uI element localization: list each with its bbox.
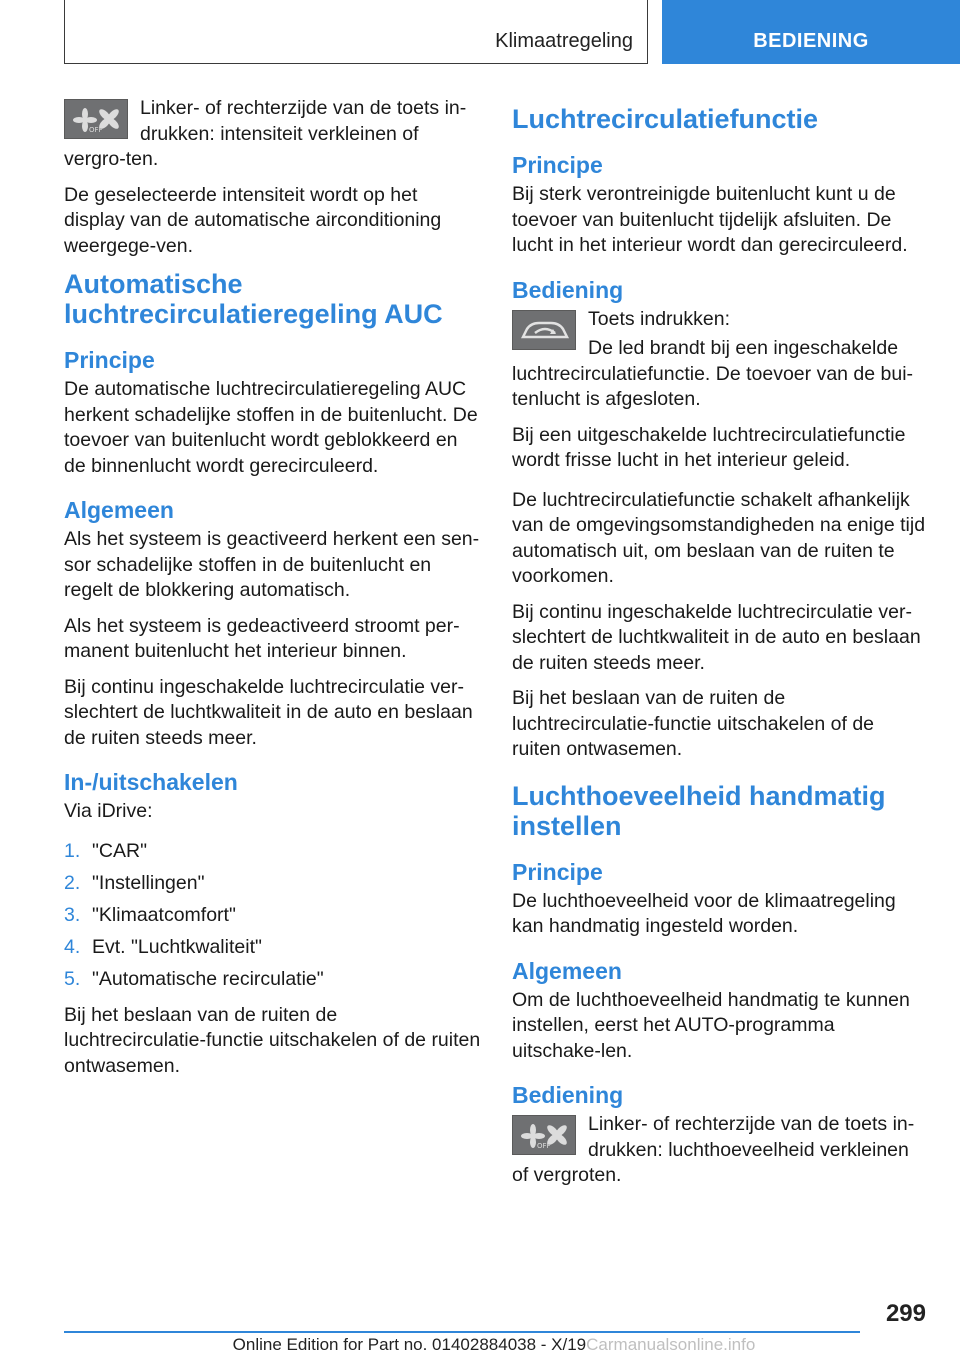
fan-intensity-instruction: OFF Linker- of rechterzijde van de toets in-drukken: intensiteit verkleinen of vergro-ten.	[64, 97, 467, 170]
auc-principe-text: De automatische luchtrecirculatieregeling AUC herkent schadelijke stoffen in de buitenlucht. De toevoer van buitenlucht wordt geblokkeerd en de binnenlucht wordt gerecirculeerd.	[64, 378, 478, 477]
page-number: 299	[885, 1300, 926, 1327]
list-item: 5. "Automatische recirculatie"	[64, 967, 324, 990]
chapter-title: BEDIENING	[753, 30, 869, 52]
auc-algemeen-heading: Algemeen	[64, 497, 174, 523]
left-column	[64, 96, 482, 1089]
list-item: 3. "Klimaatcomfort"	[64, 903, 236, 926]
recirc-principe-text: Bij sterk verontreinigde buitenlucht kunt u de toevoer van buitenlucht tijdelijk afsluiten. De lucht in het interieur wordt dan gerecirculeerd.	[512, 183, 908, 256]
recirc-instruction	[512, 307, 926, 423]
toets-indrukken: Toets indrukken:	[588, 307, 730, 330]
recirculation-button-icon	[512, 310, 576, 350]
footer-divider	[64, 1331, 860, 1333]
fan-button-icon	[512, 1115, 576, 1155]
air-principe-heading: Principe	[512, 858, 603, 885]
recirc-principe-heading: Principe	[512, 152, 603, 178]
via-idrive: Via iDrive:	[64, 800, 153, 822]
auc-heading: Automatische luchtrecirculatieregeling AUC	[64, 269, 443, 329]
auc-algemeen-p2: Als het systeem is gedeactiveerd stroomt per-manent buitenlucht het interieur binnen.	[64, 614, 460, 662]
auto-off-note: De luchtrecirculatiefunctie schakelt afhankelijk van de omgevingsomstandigheden na enige tijd automatisch uit, om beslaan van de ruiten te voorkomen.	[512, 488, 926, 587]
auc-principe-heading: Principe	[64, 347, 155, 373]
air-volume-instruction: OFF Linker- of rechterzijde van de toets in-drukken: luchthoeveelheid verkleinen of vergroten.	[512, 1113, 915, 1186]
recirc-bediening-heading: Bediening	[512, 276, 624, 303]
air-principe-text: De luchthoeveelheid voor de klimaatregeling kan handmatig ingesteld worden.	[512, 889, 896, 937]
list-item: 1. "CAR"	[64, 839, 148, 862]
right-column	[512, 96, 926, 1199]
continu-note: Bij continu ingeschakelde luchtrecirculatie ver-slechtert de luchtkwaliteit in de auto en beslaan de ruiten steeds meer.	[512, 600, 921, 674]
list-item: 2. "Instellingen"	[64, 871, 205, 894]
recirculation-heading: Luchtrecirculatiefunctie	[512, 104, 819, 134]
auc-algemeen-p1: Als het systeem is geactiveerd herkent een sen-sor schadelijke stoffen in de buitenlucht en regelt de blokkering automatisch.	[64, 528, 480, 601]
air-algemeen-text: Om de luchthoeveelheid handmatig te kunnen instellen, eerst het AUTO-programma uitschake-len.	[512, 988, 910, 1062]
svg-text:OFF: OFF	[537, 1142, 551, 1150]
air-algemeen-heading: Algemeen	[512, 957, 622, 984]
header-chapter-tab	[662, 0, 960, 64]
watermark: Carmanualsonline.info	[586, 1335, 756, 1354]
fan-button-icon	[64, 99, 128, 139]
footer-edition: Online Edition for Part no. 01402884038 - X/19Carmanualsonline.info	[232, 1335, 756, 1354]
led-note: De led brandt bij een ingeschakelde luchtrecirculatiefunctie. De toevoer van de bui-tenlucht is afgesloten.	[512, 337, 914, 410]
air-volume-heading: Luchthoeveelheid handmatig instellen	[512, 780, 886, 841]
beslaan-note: Bij het beslaan van de ruiten de luchtrecirculatie-functie uitschakelen of de ruiten ontwasemen.	[512, 687, 875, 760]
section-title: Klimaatregeling	[495, 30, 633, 52]
header-section-box	[64, 0, 648, 64]
inuit-heading: In-/uitschakelen	[64, 769, 238, 795]
defog-note: Bij het beslaan van de ruiten de luchtrecirculatie-functie uitschakelen of de ruiten ontwasemen.	[64, 1003, 481, 1077]
list-item: 4. Evt. "Luchtkwaliteit"	[64, 935, 262, 958]
air-bediening-heading: Bediening	[512, 1082, 624, 1108]
auc-algemeen-p3: Bij continu ingeschakelde luchtrecirculatie ver-slechtert de luchtkwaliteit in de auto en beslaan de ruiten steeds meer.	[64, 675, 473, 749]
fresh-air-note: Bij een uitgeschakelde luchtrecirculatiefunctie wordt frisse lucht in het interieur geleid.	[512, 423, 906, 471]
display-note: De geselecteerde intensiteit wordt op het display van de automatische airconditioning weergege-ven.	[64, 183, 442, 257]
svg-text:OFF: OFF	[89, 126, 103, 134]
idrive-steps	[64, 835, 482, 995]
